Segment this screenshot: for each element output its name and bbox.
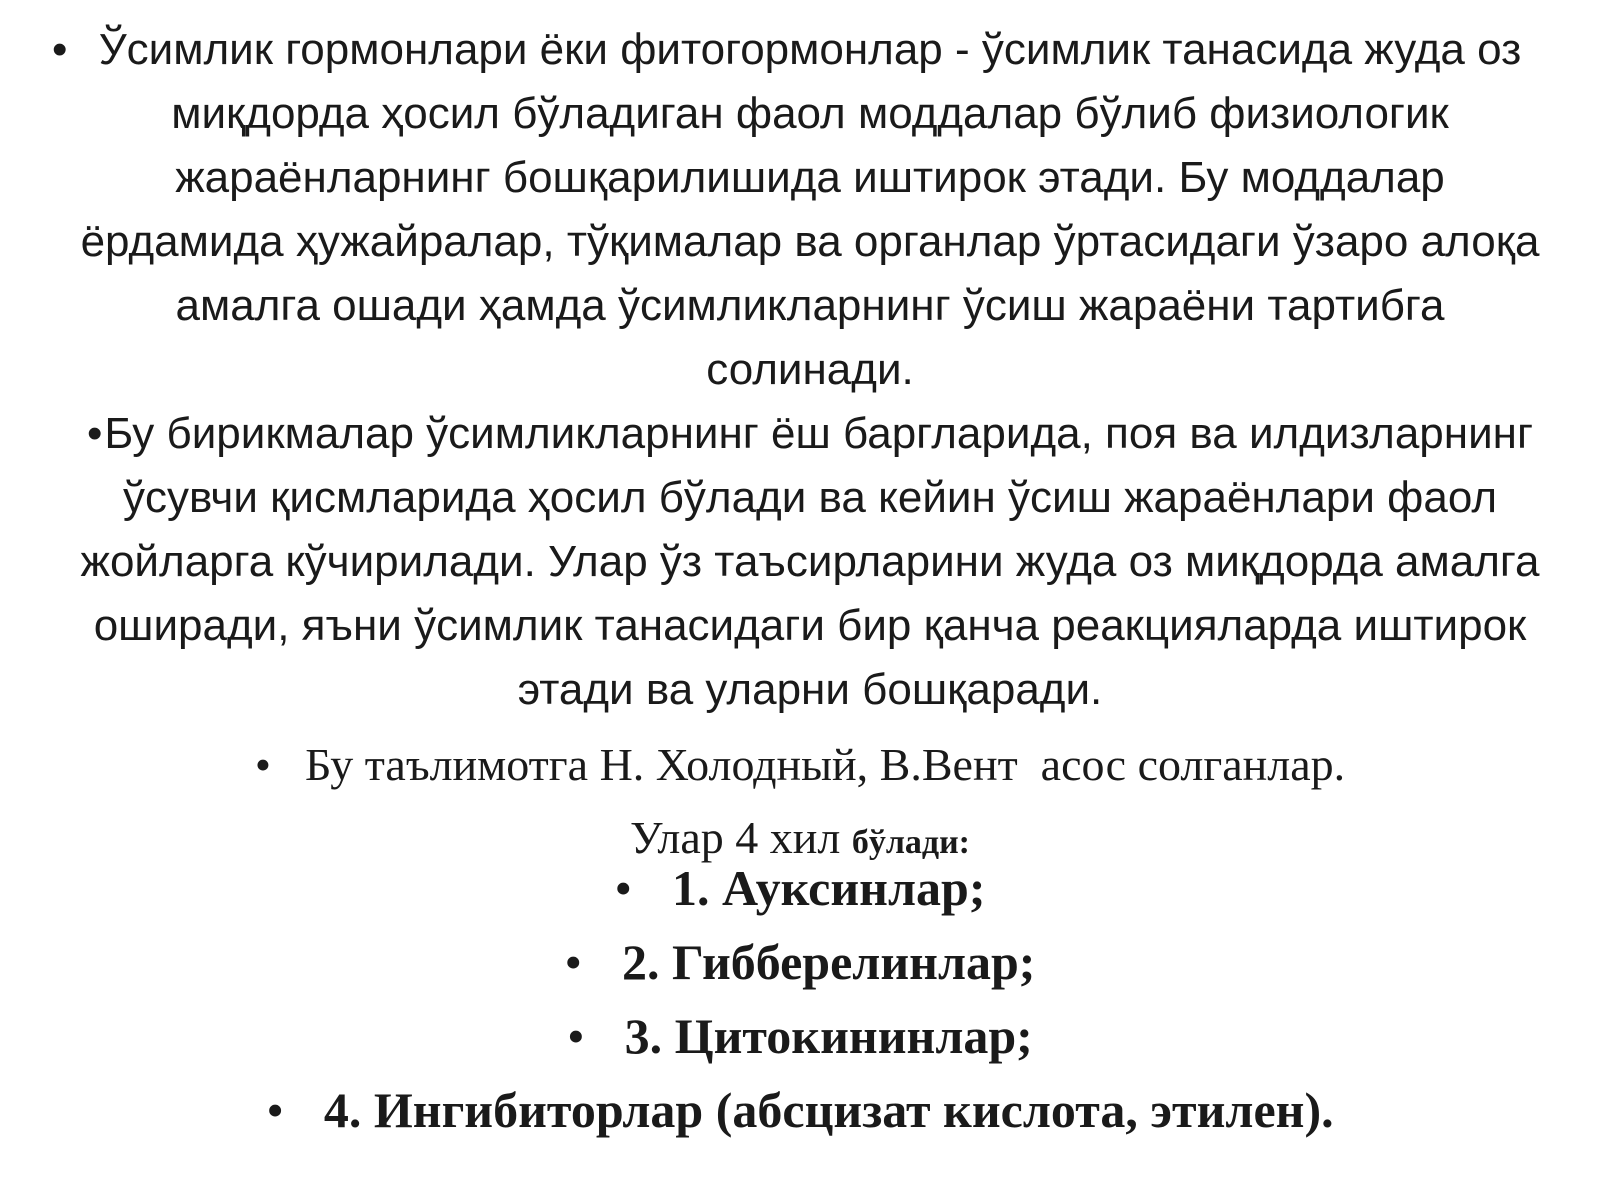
kind-item-label: 3. Цитокининлар;	[624, 1008, 1033, 1064]
kind-item-inhibitors	[0, 1078, 1600, 1142]
kind-item-label: 2. Гибберелинлар;	[622, 934, 1036, 990]
paragraph-hormones-definition-text: Ўсимлик гормонлари ёки фитогормонлар - ўсимлик танасида жуда оз миқдорда ҳосил бўладиган фаол моддалар бўлиб физиологик жараёнларнинг бошқарилишида иштирок этади. Бу моддалар ёрдамида ҳужайралар, тўқималар ва органлар ўртасидаги ўзаро алоқа амалга ошади ҳамда ўсимликларнинг ўсиш жараёни тартибга солинади.	[80, 25, 1540, 394]
kind-item-label: 1. Ауксинлар;	[672, 860, 986, 916]
bullet-icon: •	[567, 1008, 585, 1064]
kinds-intro-text: Улар 4 хил	[629, 812, 852, 863]
authors-line-text: Бу таълимотга Н. Холодный, В.Вент асос солганлар.	[304, 739, 1346, 790]
bullet-icon: •	[52, 25, 68, 74]
paragraph-hormones-origin	[70, 402, 1550, 722]
bullet-icon: •	[266, 1082, 284, 1138]
bullet-icon: •	[564, 934, 583, 990]
bullet-icon: •	[254, 739, 271, 790]
authors-line	[0, 735, 1600, 795]
bullet-icon: •	[86, 409, 103, 458]
paragraph-hormones-definition	[52, 18, 1550, 402]
kind-item-label: 4. Ингибиторлар (абсцизат кислота, этилен).	[323, 1082, 1334, 1138]
main-text-block	[52, 18, 1550, 722]
kind-item-cytokinins	[0, 1004, 1600, 1068]
kind-item-auxins	[0, 856, 1600, 920]
kind-item-gibberellins	[0, 930, 1600, 994]
paragraph-hormones-origin-text: Бу бирикмалар ўсимликларнинг ёш баргларида, поя ва илдизларнинг ўсувчи қисмларида ҳосил бўлади ва кейин ўсиш жараёнлари фаол жойларга кўчирилади. Улар ўз таъсирларини жуда оз миқдорда амалга оширади, яъни ўсимлик танасидаги бир қанча реакцияларда иштирок этади ва уларни бошқаради.	[80, 409, 1540, 714]
kinds-intro-bold-text: бўлади:	[851, 824, 970, 861]
bullet-icon: •	[614, 860, 632, 916]
